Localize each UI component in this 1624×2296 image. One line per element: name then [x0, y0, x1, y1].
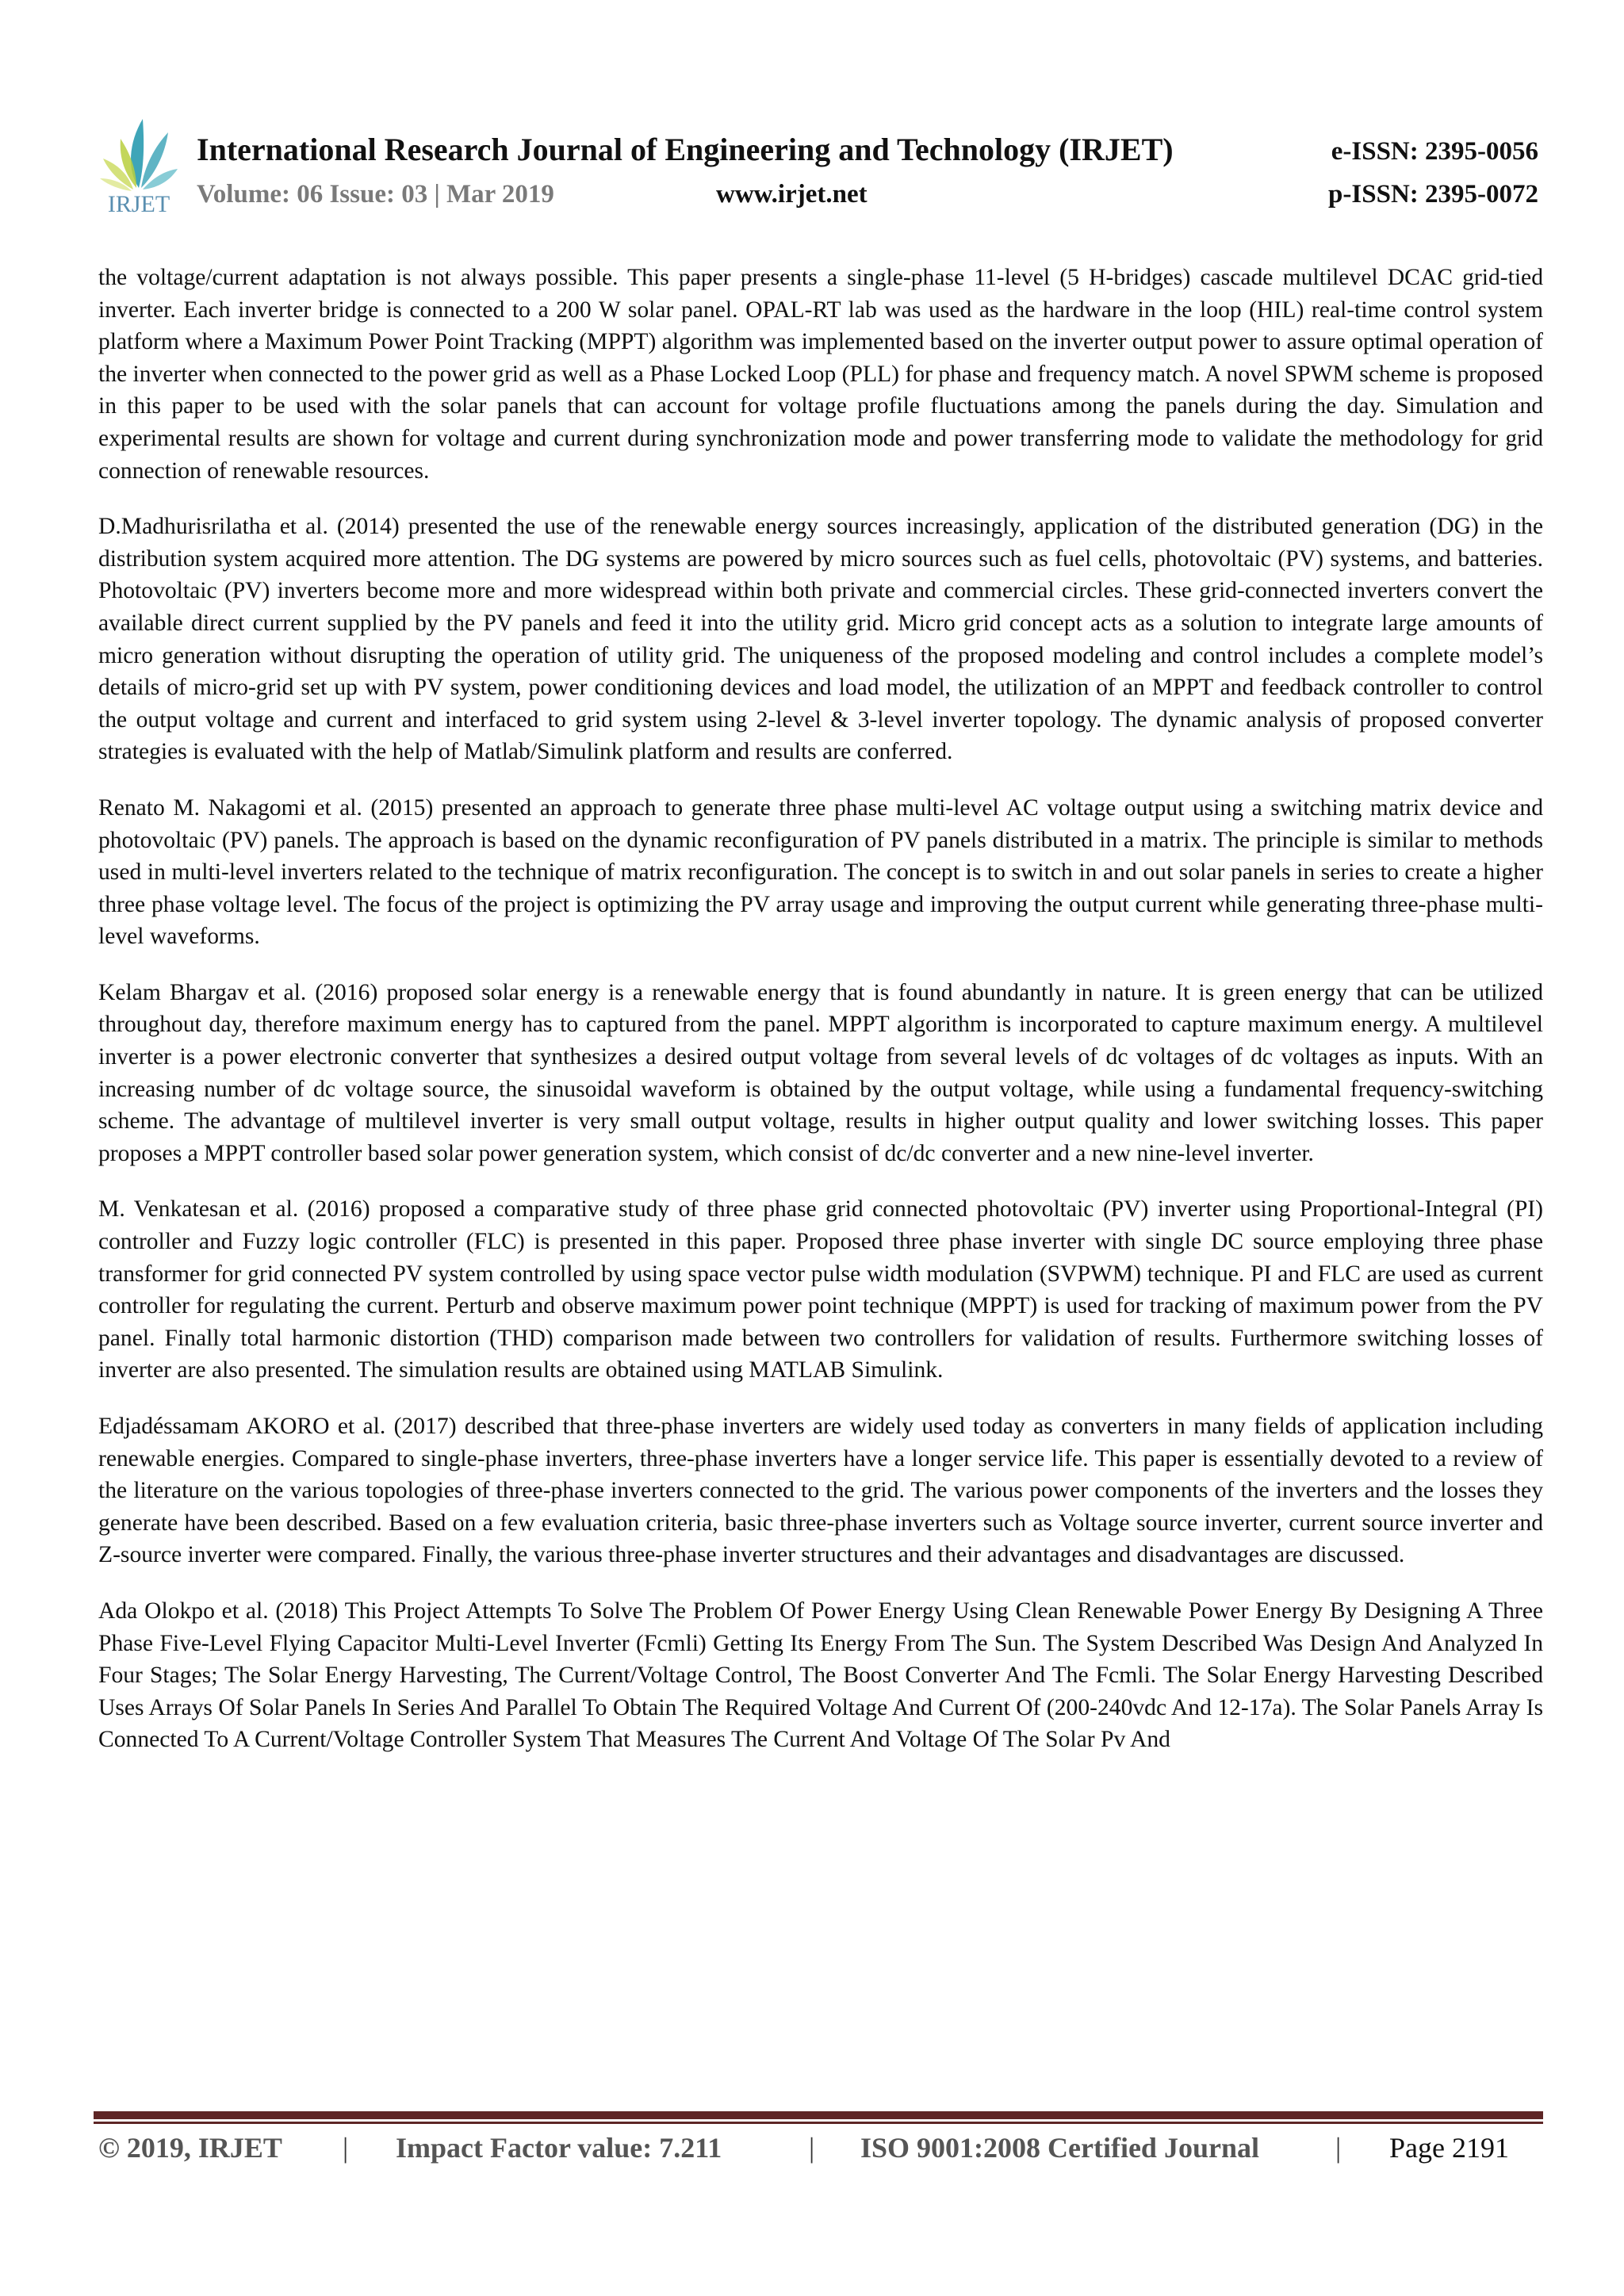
logo-text: IRJET: [107, 191, 170, 217]
journal-website[interactable]: www.irjet.net: [716, 180, 868, 209]
paragraph: the voltage/current adaptation is not always possible. This paper presents a single-phase 11-level (5 H-bridges) cascade multilevel DCAC grid-tied inverter. Each inverter bridge is connected to a 200 W solar panel. OPAL-RT lab was used as the hardware in the loop (HIL) real-time control system platform where a Maximum Power Point Tracking (MPPT) algorithm was implemented based on the inverter output power to assure optimal operation of the inverter when connected to the power grid as well as a Phase Locked Loop (PLL) for phase and frequency match. A novel SPWM scheme is proposed in this paper to be used with the solar panels that can account for voltage profile fluctuations among the panels during the day. Simulation and experimental results are shown for voltage and current during synchronization mode and power transferring mode to validate the methodology for grid connection of renewable resources.: [98, 265, 1543, 484]
volume-issue: Volume: 06 Issue: 03 | Mar 2019: [197, 180, 554, 209]
page-header: [95, 115, 1538, 218]
paragraph: Edjadéssamam AKORO et al. (2017) described that three-phase inverters are widely used today as converters in many fields of application including renewable energies. Compared to single-phase inverters, three-phase inverters have a longer service life. This paper is essentially devoted to a review of the literature on the various topologies of three-phase inverters connected to the grid. The various power components of the inverters and the losses they generate have been described. Based on a few evaluation criteria, basic three-phase inverters such as Voltage source inverter, current source inverter and Z-source inverter were compared. Finally, the various three-phase inverter structures and their advantages and disadvantages are discussed.: [98, 1414, 1543, 1568]
paragraph: Renato M. Nakagomi et al. (2015) presented an approach to generate three phase multi-level AC voltage output using a switching matrix device and photovoltaic (PV) panels. The approach is based on the dynamic reconfiguration of PV panels distributed in a matrix. The principle is similar to methods used in multi-level inverters related to the technique of matrix reconfiguration. The concept is to switch in and out solar panels in series to create a higher three phase voltage level. The focus of the project is optimizing the PV array usage and improving the output current while generating three-phase multi-level waveforms.: [98, 794, 1543, 950]
e-issn: e-ISSN: 2395-0056: [1331, 137, 1538, 166]
footer-divider: [94, 2111, 1543, 2119]
p-issn: p-ISSN: 2395-0072: [1328, 180, 1538, 209]
copyright: © 2019, IRJET: [98, 2132, 282, 2164]
journal-title: International Research Journal of Engineering and Technology (IRJET): [197, 132, 1174, 167]
paragraph: Kelam Bhargav et al. (2016) proposed solar energy is a renewable energy that is found abundantly in nature. It is green energy that can be utilized throughout day, therefore maximum energy has to captured from the panel. MPPT algorithm is incorporated to capture maximum energy. A multilevel inverter is a power electronic converter that synthesizes a desired output voltage from several levels of dc voltages of dc voltages as inputs. With an increasing number of dc voltage source, the sinusoidal waveform is obtained by the output voltage, while using a fundamental frequency-switching scheme. The advantage of multilevel inverter is very small output voltage, results in higher output quality and lower switching losses. This paper proposes a MPPT controller based solar power generation system, which consist of dc/dc converter and a new nine-level inverter.: [98, 979, 1543, 1166]
impact-factor: Impact Factor value: 7.211: [396, 2132, 722, 2164]
leaf-logo-icon: [95, 115, 182, 194]
iso-certification: ISO 9001:2008 Certified Journal: [860, 2132, 1259, 2164]
paragraph: Ada Olokpo et al. (2018) This Project Attempts To Solve The Problem Of Power Energy Using Clean Renewable Power Energy By Designing A Three Phase Five-Level Flying Capacitor Multi-Level Inverter (Fcmli) Getting Its Energy From The Sun. The System Described Was Design And Analyzed In Four Stages; The Solar Energy Harvesting, The Current/Voltage Control, The Boost Converter And The Fcmli. The Solar Energy Harvesting Described Uses Arrays Of Solar Panels In Series And Parallel To Obtain The Required Voltage And Current Of (200-240vdc And 12-17a). The Solar Panels Array Is Connected To A Current/Voltage Controller System That Measures The Current And Voltage Of The Solar Pv And: [98, 1598, 1543, 1753]
article-body: [98, 262, 1543, 1780]
page-footer: [98, 2131, 1549, 2171]
footer-separator: |: [1335, 2132, 1342, 2164]
paragraph: M. Venkatesan et al. (2016) proposed a comparative study of three phase grid connected photovoltaic (PV) inverter using Proportional-Integral (PI) controller and Fuzzy logic controller (FLC) is presented in this paper. Proposed three phase inverter with single DC source employing three phase transformer for grid connected PV system controlled by using space vector pulse width modulation (SVPWM) technique. PI and FLC are used as current controller for regulating the current. Perturb and observe maximum power point technique (MPPT) is used for tracking of maximum power from the PV panel. Finally total harmonic distortion (THD) comparison made between two controllers for validation of results. Furthermore switching losses of inverter are also presented. The simulation results are obtained using MATLAB Simulink.: [98, 1196, 1543, 1383]
footer-separator: |: [343, 2132, 349, 2164]
irjet-logo: [95, 115, 182, 218]
footer-divider-thin: [94, 2122, 1543, 2124]
footer-separator: |: [809, 2132, 815, 2164]
page-number: Page 2191: [1389, 2132, 1509, 2164]
paragraph: D.Madhurisrilatha et al. (2014) presented the use of the renewable energy sources increasingly, application of the distributed generation (DG) in the distribution system acquired more attention. The DG systems are powered by micro sources such as fuel cells, photovoltaic (PV) systems, and batteries. Photovoltaic (PV) inverters become more and more widespread within both private and commercial circles. These grid-connected inverters convert the available direct current supplied by the PV panels and feed it into the utility grid. Micro grid concept acts as a solution to integrate large amounts of micro generation without disrupting the operation of utility grid. The uniqueness of the proposed modeling and control includes a complete model’s details of micro-grid set up with PV system, power conditioning devices and load model, the utilization of an MPPT and feedback controller to control the output voltage and current and interfaced to grid system using 2-level & 3-level inverter topology. The dynamic analysis of proposed converter strategies is evaluated with the help of Matlab/Simulink platform and results are conferred.: [98, 514, 1543, 765]
